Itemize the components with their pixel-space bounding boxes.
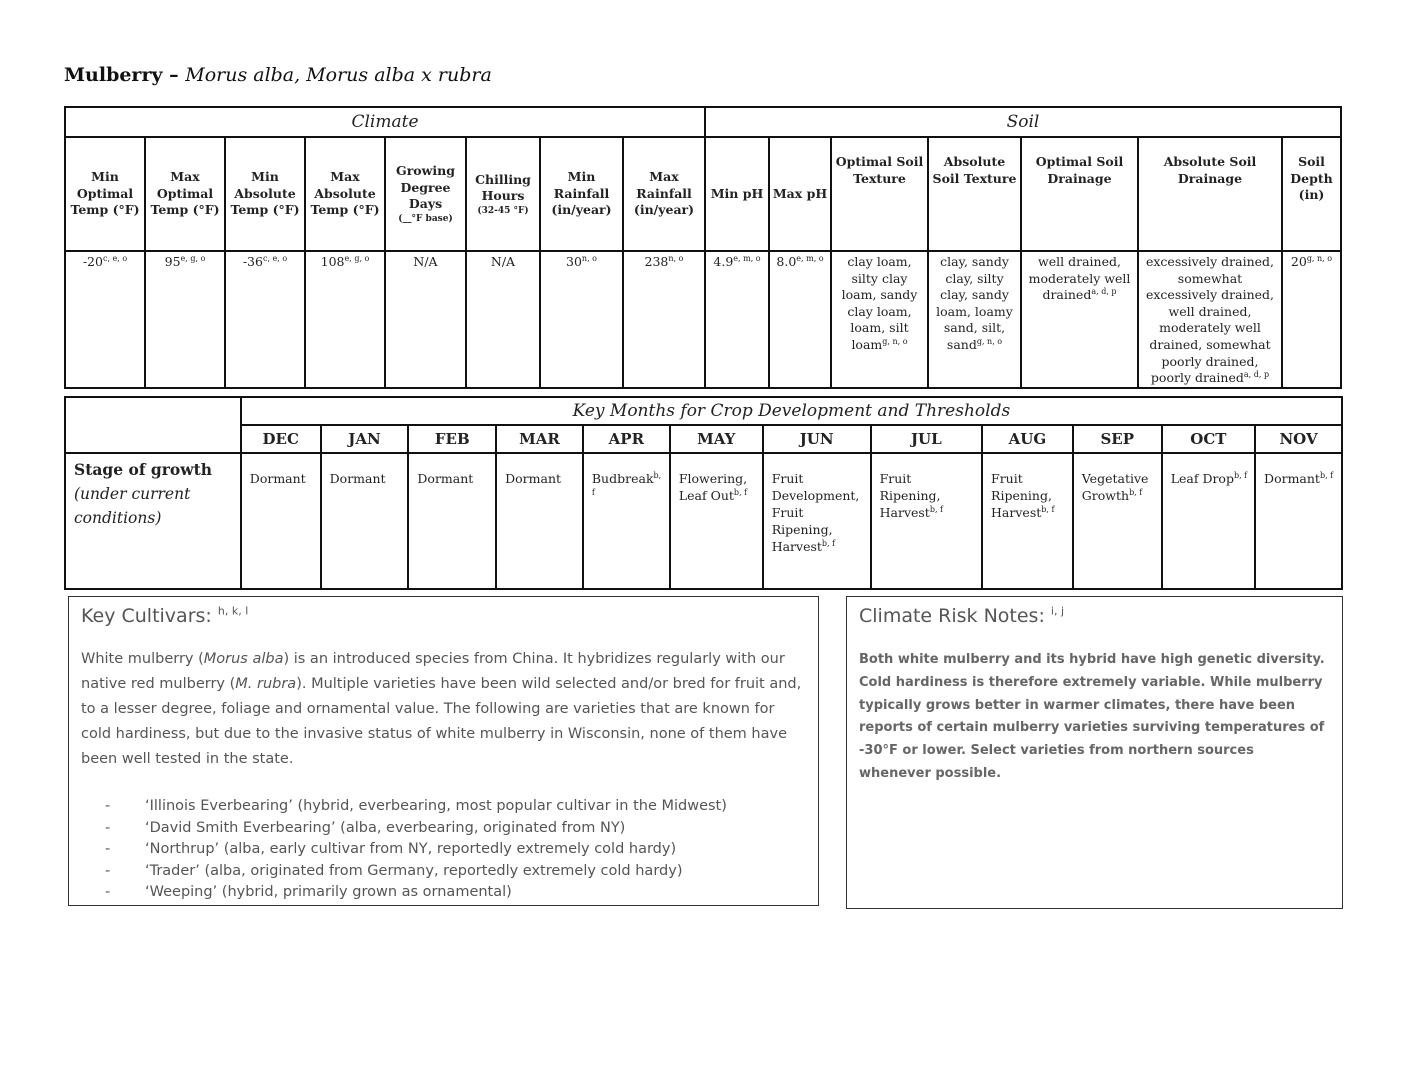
reference-superscript: b, f bbox=[929, 504, 944, 514]
reference-superscript: g, n, o bbox=[882, 336, 908, 346]
list-item bbox=[81, 882, 806, 904]
month-header: MAR bbox=[496, 425, 583, 453]
cell-value: excessively drained, somewhat excessively drained, well drained, moderately well drained, somewhat poorly drained, poorly drained bbox=[1145, 254, 1274, 386]
stage-value: Dormant bbox=[505, 471, 562, 486]
dash-bullet: - bbox=[105, 841, 111, 857]
species-name: Morus alba bbox=[203, 651, 284, 667]
header-text: Max Absolute Temp (°F) bbox=[310, 169, 380, 218]
table-cell bbox=[1138, 251, 1282, 388]
reference-superscript: e, g, o bbox=[180, 253, 206, 263]
header-text: Min Absolute Temp (°F) bbox=[230, 169, 300, 218]
reference-superscript: i, j bbox=[1050, 604, 1065, 618]
reference-superscript: b, f bbox=[821, 538, 836, 548]
stage-cell bbox=[1255, 453, 1342, 589]
month-header: FEB bbox=[408, 425, 496, 453]
column-header bbox=[65, 137, 145, 251]
stage-cell bbox=[583, 453, 670, 589]
paragraph-text: ). Multiple varieties have been wild selected and/or bred for fruit and, to a lesser degree, foliage and ornamental value. The following are varieties that are known for cold hardiness, but due to the invasive status of white mulberry in Wisconsin, none of them have been well tested in the state. bbox=[81, 676, 802, 767]
list-item bbox=[81, 796, 806, 818]
stage-sublabel: (under current conditions) bbox=[74, 485, 191, 527]
cell-value: N/A bbox=[490, 254, 516, 269]
stage-value: Dormant bbox=[249, 471, 306, 486]
column-header bbox=[769, 137, 831, 251]
stage-cell bbox=[321, 453, 409, 589]
reference-superscript: b, f bbox=[1041, 504, 1055, 514]
table-cell bbox=[623, 251, 705, 388]
stage-value: Fruit Ripening, Harvest bbox=[879, 471, 941, 520]
stage-cell bbox=[871, 453, 982, 589]
list-item-text: ‘Illinois Everbearing’ (hybrid, everbearing, most popular cultivar in the Midwest) bbox=[145, 798, 727, 814]
cell-value: 30 bbox=[566, 254, 582, 269]
stage-value: Fruit Ripening, Harvest bbox=[991, 471, 1052, 520]
reference-superscript: b, f bbox=[591, 470, 662, 497]
header-text: Optimal Soil Drainage bbox=[1035, 154, 1124, 186]
header-text: Absolute Soil Texture bbox=[932, 154, 1017, 186]
heading-text: Climate Risk Notes: bbox=[859, 605, 1045, 627]
reference-superscript: b, f bbox=[1319, 470, 1334, 480]
climate-risk-heading bbox=[859, 605, 1330, 627]
reference-superscript: n, o bbox=[581, 253, 597, 263]
reference-superscript: b, f bbox=[1233, 470, 1248, 480]
paragraph-text: ) is an introduced species from China. It hybridizes regularly with our native red mulberry ( bbox=[81, 651, 785, 692]
table-cell bbox=[1282, 251, 1341, 388]
table-cell bbox=[65, 251, 145, 388]
stage-cell bbox=[1162, 453, 1255, 589]
reference-superscript: c, e, o bbox=[262, 253, 288, 263]
cultivars-paragraph bbox=[81, 647, 806, 772]
reference-superscript: g, n, o bbox=[976, 336, 1003, 346]
list-item-text: ‘Weeping’ (hybrid, primarily grown as ornamental) bbox=[145, 884, 512, 900]
column-header bbox=[1282, 137, 1341, 251]
stage-cell bbox=[496, 453, 583, 589]
stage-value: Dormant bbox=[329, 471, 386, 486]
month-header: JAN bbox=[321, 425, 409, 453]
month-header: SEP bbox=[1073, 425, 1162, 453]
cell-value: clay, sandy clay, silty clay, sandy loam, loamy sand, silt, sand bbox=[936, 254, 1013, 352]
cell-value: 4.9 bbox=[713, 254, 734, 269]
cell-value: N/A bbox=[413, 254, 438, 269]
paragraph-text: White mulberry ( bbox=[81, 651, 204, 667]
title-crop: Mulberry – bbox=[64, 64, 186, 86]
column-header bbox=[1138, 137, 1282, 251]
header-text: Growing Degree Days bbox=[396, 163, 455, 212]
header-text: Chilling Hours bbox=[475, 171, 531, 203]
reference-superscript: g, n, o bbox=[1306, 253, 1333, 263]
stage-value: Fruit Development, Fruit Ripening, Harvest bbox=[771, 471, 860, 554]
stage-value: Budbreak bbox=[591, 471, 654, 486]
header-text: Max pH bbox=[772, 185, 828, 201]
cell-value: 20 bbox=[1290, 254, 1307, 269]
soil-section-header: Soil bbox=[705, 107, 1341, 137]
reference-superscript: n, o bbox=[668, 253, 684, 263]
climate-soil-table bbox=[64, 106, 1342, 389]
cell-value: well drained, moderately well drained bbox=[1028, 254, 1131, 303]
cell-value: 108 bbox=[320, 254, 345, 269]
stage-label: Stage of growth bbox=[74, 460, 213, 479]
column-header bbox=[385, 137, 466, 251]
stage-value: Vegetative Growth bbox=[1081, 471, 1149, 503]
column-header bbox=[225, 137, 305, 251]
heading-text: Key Cultivars: bbox=[81, 605, 212, 627]
table-cell bbox=[1021, 251, 1138, 388]
reference-superscript: h, k, l bbox=[217, 604, 249, 618]
key-months-table bbox=[64, 396, 1343, 590]
table-cell bbox=[705, 251, 769, 388]
list-item bbox=[81, 861, 806, 883]
table-row bbox=[65, 251, 1341, 388]
list-item-text: ‘Trader’ (alba, originated from Germany, reportedly extremely cold hardy) bbox=[145, 862, 683, 879]
stage-value: Flowering, Leaf Out bbox=[678, 471, 748, 503]
stage-cell bbox=[763, 453, 871, 589]
stage-cell bbox=[241, 453, 321, 589]
month-header: AUG bbox=[982, 425, 1073, 453]
header-text: Max Rainfall (in/year) bbox=[633, 169, 695, 218]
column-header bbox=[1021, 137, 1138, 251]
reference-superscript: e, m, o bbox=[733, 253, 761, 263]
stage-cell bbox=[670, 453, 763, 589]
reference-superscript: a, d, p bbox=[1091, 287, 1117, 297]
table-cell bbox=[466, 251, 540, 388]
cultivar-list bbox=[81, 796, 806, 904]
list-item-text: ‘Northrup’ (alba, early cultivar from NY, reportedly extremely cold hardy) bbox=[145, 841, 677, 857]
header-text: Min pH bbox=[710, 185, 764, 201]
climate-risk-box bbox=[846, 596, 1343, 909]
header-text: Absolute Soil Drainage bbox=[1163, 154, 1257, 186]
table-cell bbox=[305, 251, 385, 388]
cell-value: 8.0 bbox=[776, 254, 797, 269]
table-cell bbox=[769, 251, 831, 388]
table-row bbox=[65, 453, 1342, 589]
stage-cell bbox=[1073, 453, 1162, 589]
month-header: MAY bbox=[670, 425, 763, 453]
climate-section-header: Climate bbox=[65, 107, 705, 137]
header-text: Optimal Soil Texture bbox=[835, 154, 924, 186]
title-species: Morus alba, Morus alba x rubra bbox=[185, 64, 492, 86]
month-header: NOV bbox=[1255, 425, 1342, 453]
page-title bbox=[64, 64, 492, 86]
cell-value: clay loam, silty clay loam, sandy clay loam, loam, silt loam bbox=[841, 254, 918, 352]
column-header bbox=[928, 137, 1021, 251]
column-header bbox=[540, 137, 623, 251]
header-text: Max Optimal Temp (°F) bbox=[150, 169, 220, 218]
reference-superscript: a, d, p bbox=[1243, 370, 1270, 379]
column-header bbox=[831, 137, 928, 251]
list-item bbox=[81, 818, 806, 840]
header-text: Min Rainfall (in/year) bbox=[551, 169, 612, 218]
stage-value: Leaf Drop bbox=[1170, 471, 1234, 486]
column-header bbox=[466, 137, 540, 251]
stage-cell bbox=[982, 453, 1073, 589]
species-name: M. rubra bbox=[235, 676, 297, 692]
column-header bbox=[705, 137, 769, 251]
stage-cell bbox=[408, 453, 496, 589]
key-cultivars-heading bbox=[81, 605, 806, 627]
column-header bbox=[145, 137, 225, 251]
reference-superscript: b, f bbox=[733, 487, 748, 497]
month-header: JUL bbox=[871, 425, 982, 453]
dash-bullet: - bbox=[105, 884, 111, 900]
reference-superscript: c, e, o bbox=[102, 253, 128, 263]
cell-value: -36 bbox=[242, 254, 263, 269]
cell-value: 95 bbox=[164, 254, 181, 269]
column-header bbox=[305, 137, 385, 251]
list-item-text: ‘David Smith Everbearing’ (alba, everbearing, originated from NY) bbox=[145, 819, 626, 836]
month-header: DEC bbox=[241, 425, 321, 453]
header-text: Min Optimal Temp (°F) bbox=[70, 169, 140, 218]
header-unit: (__°F base) bbox=[398, 213, 453, 224]
list-item bbox=[81, 839, 806, 861]
reference-superscript: e, g, o bbox=[344, 253, 370, 263]
table-cell bbox=[831, 251, 928, 388]
corner-cell bbox=[65, 397, 241, 453]
month-header: JUN bbox=[763, 425, 871, 453]
table-cell bbox=[540, 251, 623, 388]
cell-value: -20 bbox=[82, 254, 103, 269]
stage-label-cell bbox=[65, 453, 241, 589]
month-header: APR bbox=[583, 425, 670, 453]
key-months-title: Key Months for Crop Development and Thresholds bbox=[241, 397, 1342, 425]
dash-bullet: - bbox=[105, 819, 111, 836]
table-cell bbox=[928, 251, 1021, 388]
header-unit: (32-45 °F) bbox=[477, 205, 529, 216]
stage-value: Dormant bbox=[417, 471, 474, 486]
header-text: Soil Depth (in) bbox=[1290, 154, 1333, 202]
climate-risk-text: Both white mulberry and its hybrid have high genetic diversity. Cold hardiness is therefore extremely variable. While mulberry typically grows better in warmer climates, there have been reports of certain mulberry varieties surviving temperatures of -30°F or lower. Select varieties from northern sources whenever possible. bbox=[859, 652, 1325, 781]
table-cell bbox=[385, 251, 466, 388]
column-header bbox=[623, 137, 705, 251]
reference-superscript: e, m, o bbox=[796, 253, 824, 263]
dash-bullet: - bbox=[105, 862, 111, 879]
month-header: OCT bbox=[1162, 425, 1255, 453]
cell-value: 238 bbox=[644, 254, 669, 269]
reference-superscript: b, f bbox=[1129, 487, 1143, 497]
dash-bullet: - bbox=[105, 798, 111, 814]
stage-value: Dormant bbox=[1264, 471, 1320, 486]
key-cultivars-box bbox=[68, 596, 819, 906]
table-cell bbox=[225, 251, 305, 388]
table-cell bbox=[145, 251, 225, 388]
